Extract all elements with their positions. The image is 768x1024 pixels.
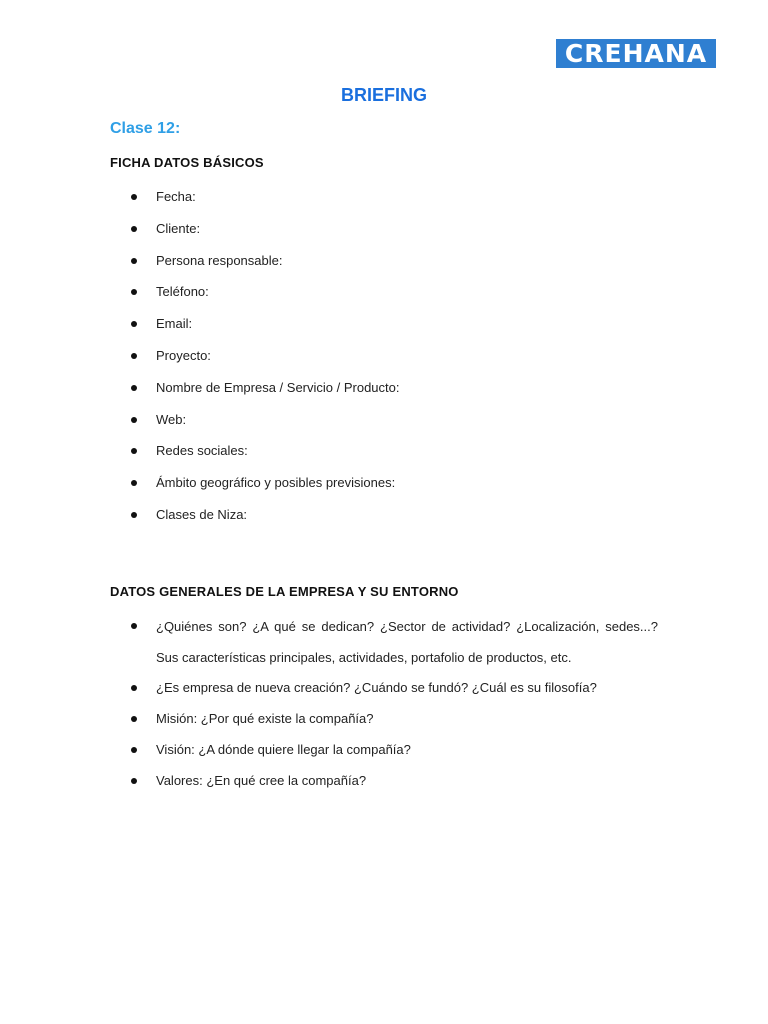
list-item: ¿Quiénes son? ¿A qué se dedican? ¿Sector de actividad? ¿Localización, sedes...? Sus características principales, actividades, portafolio de productos, etc. <box>110 611 658 673</box>
logo-text: CREHANA <box>564 39 708 68</box>
bullet-icon <box>131 747 137 753</box>
list-item: Teléfono: <box>110 284 658 300</box>
list-item: Ámbito geográfico y posibles previsiones: <box>110 475 658 491</box>
list-item: Visión: ¿A dónde quiere llegar la compañía? <box>110 742 658 758</box>
bullet-icon <box>131 480 137 486</box>
bullet-icon <box>131 512 137 518</box>
bullet-icon <box>131 258 137 264</box>
basic-data-list <box>110 189 658 539</box>
list-item: Nombre de Empresa / Servicio / Producto: <box>110 380 658 396</box>
bullet-icon <box>131 716 137 722</box>
list-item: Fecha: <box>110 189 658 205</box>
bullet-icon <box>131 685 137 691</box>
list-item: Cliente: <box>110 221 658 237</box>
list-item: Misión: ¿Por qué existe la compañía? <box>110 711 658 727</box>
bullet-icon <box>131 623 137 629</box>
bullet-icon <box>131 417 137 423</box>
company-data-list <box>110 618 658 804</box>
bullet-icon <box>131 385 137 391</box>
list-item: Web: <box>110 412 658 428</box>
page-title: BRIEFING <box>340 85 427 105</box>
bullet-icon <box>131 321 137 327</box>
class-label: Clase 12: <box>110 120 181 137</box>
list-item: Clases de Niza: <box>110 507 658 523</box>
list-item: ¿Es empresa de nueva creación? ¿Cuándo se fundó? ¿Cuál es su filosofía? <box>110 680 658 696</box>
section-title-company-data: DATOS GENERALES DE LA EMPRESA Y SU ENTORNO <box>110 584 459 599</box>
list-item: Email: <box>110 316 658 332</box>
bullet-icon <box>131 226 137 232</box>
bullet-icon <box>131 778 137 784</box>
list-item: Redes sociales: <box>110 443 658 459</box>
list-item: Valores: ¿En qué cree la compañía? <box>110 773 658 789</box>
crehana-logo <box>556 39 716 68</box>
bullet-icon <box>131 448 137 454</box>
bullet-icon <box>131 194 137 200</box>
bullet-icon <box>131 289 137 295</box>
list-item: Proyecto: <box>110 348 658 364</box>
list-item: Persona responsable: <box>110 253 658 269</box>
bullet-icon <box>131 353 137 359</box>
section-title-basic-data: FICHA DATOS BÁSICOS <box>110 155 264 170</box>
